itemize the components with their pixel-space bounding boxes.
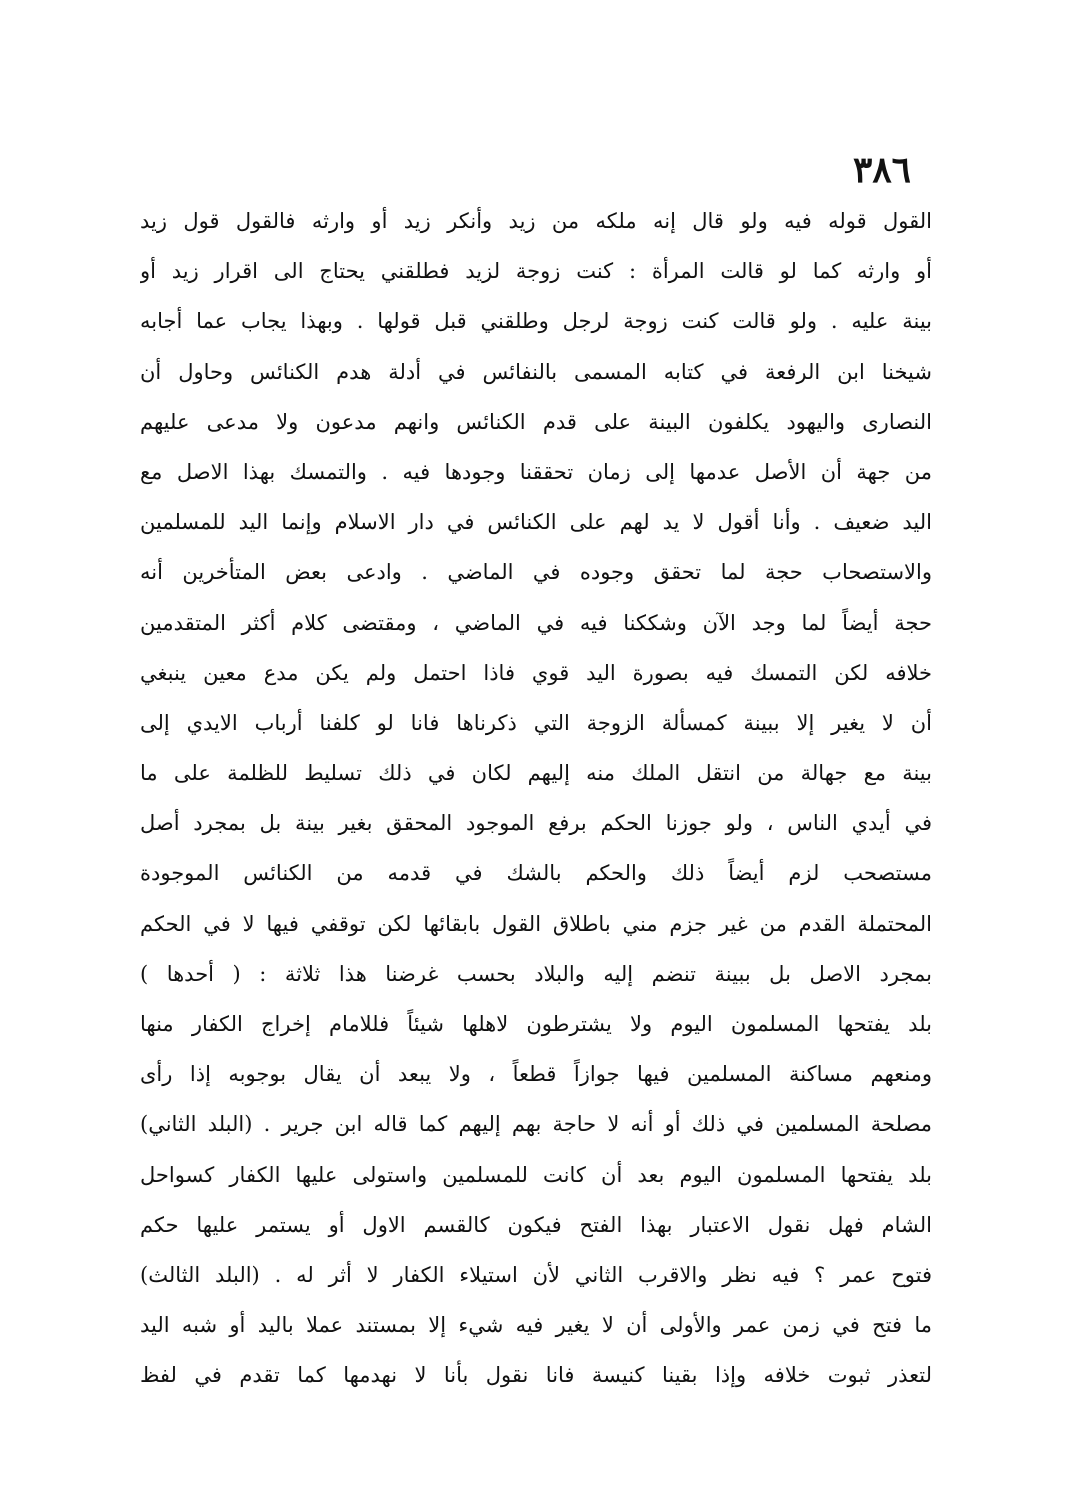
text-line: ما فتح في زمن عمر والأولى أن لا يغير فيه شيء إلا بمستند عملا باليد أو شبه اليد [140,1313,932,1338]
text-line: مصلحة المسلمين في ذلك أو أنه لا حاجة بهم إليهم كما قاله ابن جرير . (البلد الثاني) [140,1112,932,1137]
text-line: بمجرد الاصل بل ببينة تنضم إليه والبلاد بحسب غرضنا هذا ثلاثة : ( أحدها ) [140,961,932,986]
text-line: لتعذر ثبوت خلافه وإذا بقينا كنيسة فانا نقول بأنا لا نهدمها كما تقدم في لفظ [140,1363,932,1388]
page-number: ٣٨٦ [852,149,911,191]
text-line: المحتملة القدم من غير جزم مني باطلاق القول بابقائها لكن توقفي فيها لا في الحكم [140,911,932,936]
text-line: القول قوله فيه ولو قال إنه ملكه من زيد وأنكر زيد أو وارثه فالقول قول زيد [140,209,932,233]
text-line: حجة أيضاً لما وجد الآن وشككنا فيه في الماضي ، ومقتضى كلام أكثر المتقدمين [140,610,932,635]
text-line: أن لا يغير إلا ببينة كمسألة الزوجة التي ذكرناها فانا لو كلفنا أرباب الايدي إلى [140,710,932,735]
text-line: في أيدي الناس ، ولو جوزنا الحكم برفع الموجود المحقق بغير بينة بل بمجرد أصل [140,811,932,836]
text-line: الشام فهل نقول الاعتبار بهذا الفتح فيكون كالقسم الاول أو يستمر عليها حكم [140,1212,932,1237]
text-line: فتوح عمر ؟ فيه نظر والاقرب الثاني لأن استيلاء الكفار لا أثر له . (البلد الثالث) [140,1262,932,1287]
text-line: والاستصحاب حجة لما تحقق وجوده في الماضي . وادعى بعض المتأخرين أنه [140,560,932,585]
text-line: بينة مع جهالة من انتقل الملك منه إليهم لكان في ذلك تسليط للظلمة على ما [140,761,932,786]
body-text [140,196,932,1401]
text-line: بلد يفتحها المسلمون اليوم بعد أن كانت للمسلمين واستولى عليها الكفار كسواحل [140,1162,932,1187]
text-line: أو وارثه كما لو قالت المرأة : كنت زوجة لزيد فطلقني يحتاج الى اقرار زيد أو [140,259,932,284]
text-line: النصارى واليهود يكلفون البينة على قدم الكنائس وانهم مدعون ولا مدعى عليهم [140,409,932,434]
text-line: من جهة أن الأصل عدمها إلى زمان تحققنا وجودها فيه . والتمسك بهذا الاصل مع [140,459,932,484]
text-line: بينة عليه . ولو قالت كنت زوجة لرجل وطلقني قبل قولها . وبهذا يجاب عما أجابه [140,309,932,334]
text-line: اليد ضعيف . وأنا أقول لا يد لهم على الكنائس في دار الاسلام وإنما اليد للمسلمين [140,510,932,535]
text-line: شيخنا ابن الرفعة في كتابه المسمى بالنفائس في أدلة هدم الكنائس وحاول أن [140,359,932,384]
text-line: بلد يفتحها المسلمون اليوم ولا يشترطون لاهلها شيئاً فللامام إخراج الكفار منها [140,1012,932,1036]
text-line: خلافه لكن التمسك فيه بصورة اليد قوي فاذا احتمل ولم يكن مدع معين ينبغي [140,660,932,685]
text-line: مستصحب لزم أيضاً ذلك والحكم بالشك في قدمه من الكنائس الموجودة [140,861,932,886]
text-line: ومنعهم مساكنة المسلمين فيها جوازاً قطعاً ، ولا يبعد أن يقال بوجوبه إذا رأى [140,1062,932,1087]
